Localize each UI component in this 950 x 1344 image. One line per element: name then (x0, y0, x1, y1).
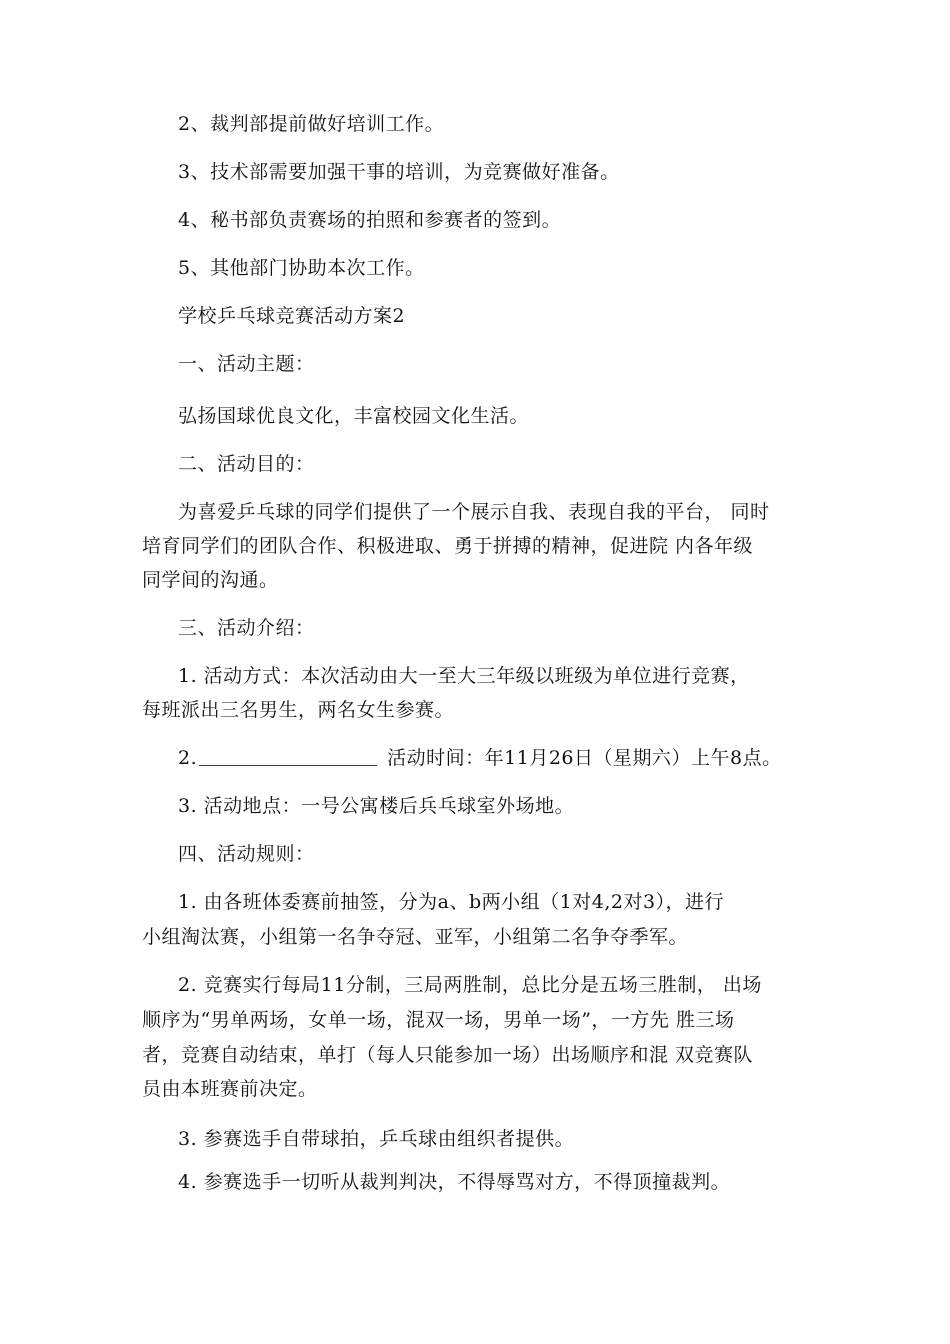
paragraph-line: 每班派出三名男生，两名女生参赛。 (142, 699, 455, 721)
paragraph-line: 员由本班赛前决定。 (142, 1078, 318, 1100)
paragraph-line: 3、技术部需要加强干事的培训，为竞赛做好准备。 (178, 161, 620, 183)
paragraph-line: 3. 活动地点：一号公寓楼后兵乓球室外场地。 (178, 795, 575, 817)
paragraph-line: 1. 由各班体委赛前抽签，分为a、b两小组（1对4,2对3），进行 (178, 891, 725, 913)
paragraph-line: 2. 竞赛实行每局11分制，三局两胜制，总比分是五场三胜制， 出场 (178, 974, 762, 996)
paragraph-line: 2、裁判部提前做好培训工作。 (178, 113, 445, 135)
paragraph-line: 培育同学们的团队合作、积极进取、勇于拼搏的精神，促进院 内各年级 (142, 535, 754, 557)
paragraph-line: 者，竞赛自动结束，单打（每人只能参加一场）出场顺序和混 双竞赛队 (142, 1044, 754, 1066)
paragraph-line: 顺序为“男单两场，女单一场，混双一场，男单一场”，一方先 胜三场 (142, 1009, 735, 1031)
paragraph-line (178, 746, 782, 770)
paragraph-line: 1. 活动方式：本次活动由大一至大三年级以班级为单位进行竞赛， (178, 665, 750, 687)
section-heading: 四、活动规则： (178, 843, 315, 865)
fill-in-blank (199, 747, 377, 766)
section-title: 学校乒乓球竞赛活动方案2 (178, 305, 406, 327)
section-heading: 三、活动介绍： (178, 617, 315, 639)
paragraph-line: 3. 参赛选手自带球拍，乒乓球由组织者提供。 (178, 1128, 575, 1150)
paragraph-line: 4. 参赛选手一切听从裁判判决，不得辱骂对方，不得顶撞裁判。 (178, 1171, 731, 1193)
paragraph-line: 弘扬国球优良文化，丰富校园文化生活。 (178, 405, 530, 427)
paragraph-line: 5、其他部门协助本次工作。 (178, 257, 425, 279)
section-heading: 一、活动主题： (178, 353, 315, 375)
list-number: 2. (178, 747, 198, 769)
section-heading: 二、活动目的： (178, 453, 315, 475)
paragraph-line: 同学间的沟通。 (142, 569, 279, 591)
paragraph-line: 4、秘书部负责赛场的拍照和参赛者的签到。 (178, 209, 562, 231)
paragraph-line: 小组淘汰赛，小组第一名争夺冠、亚军，小组第二名争夺季军。 (142, 926, 689, 948)
paragraph-line: 为喜爱乒乓球的同学们提供了一个展示自我、表现自我的平台， 同时 (178, 501, 770, 523)
activity-time-text: 活动时间：年11月26日（星期六）上午8点。 (387, 747, 782, 769)
